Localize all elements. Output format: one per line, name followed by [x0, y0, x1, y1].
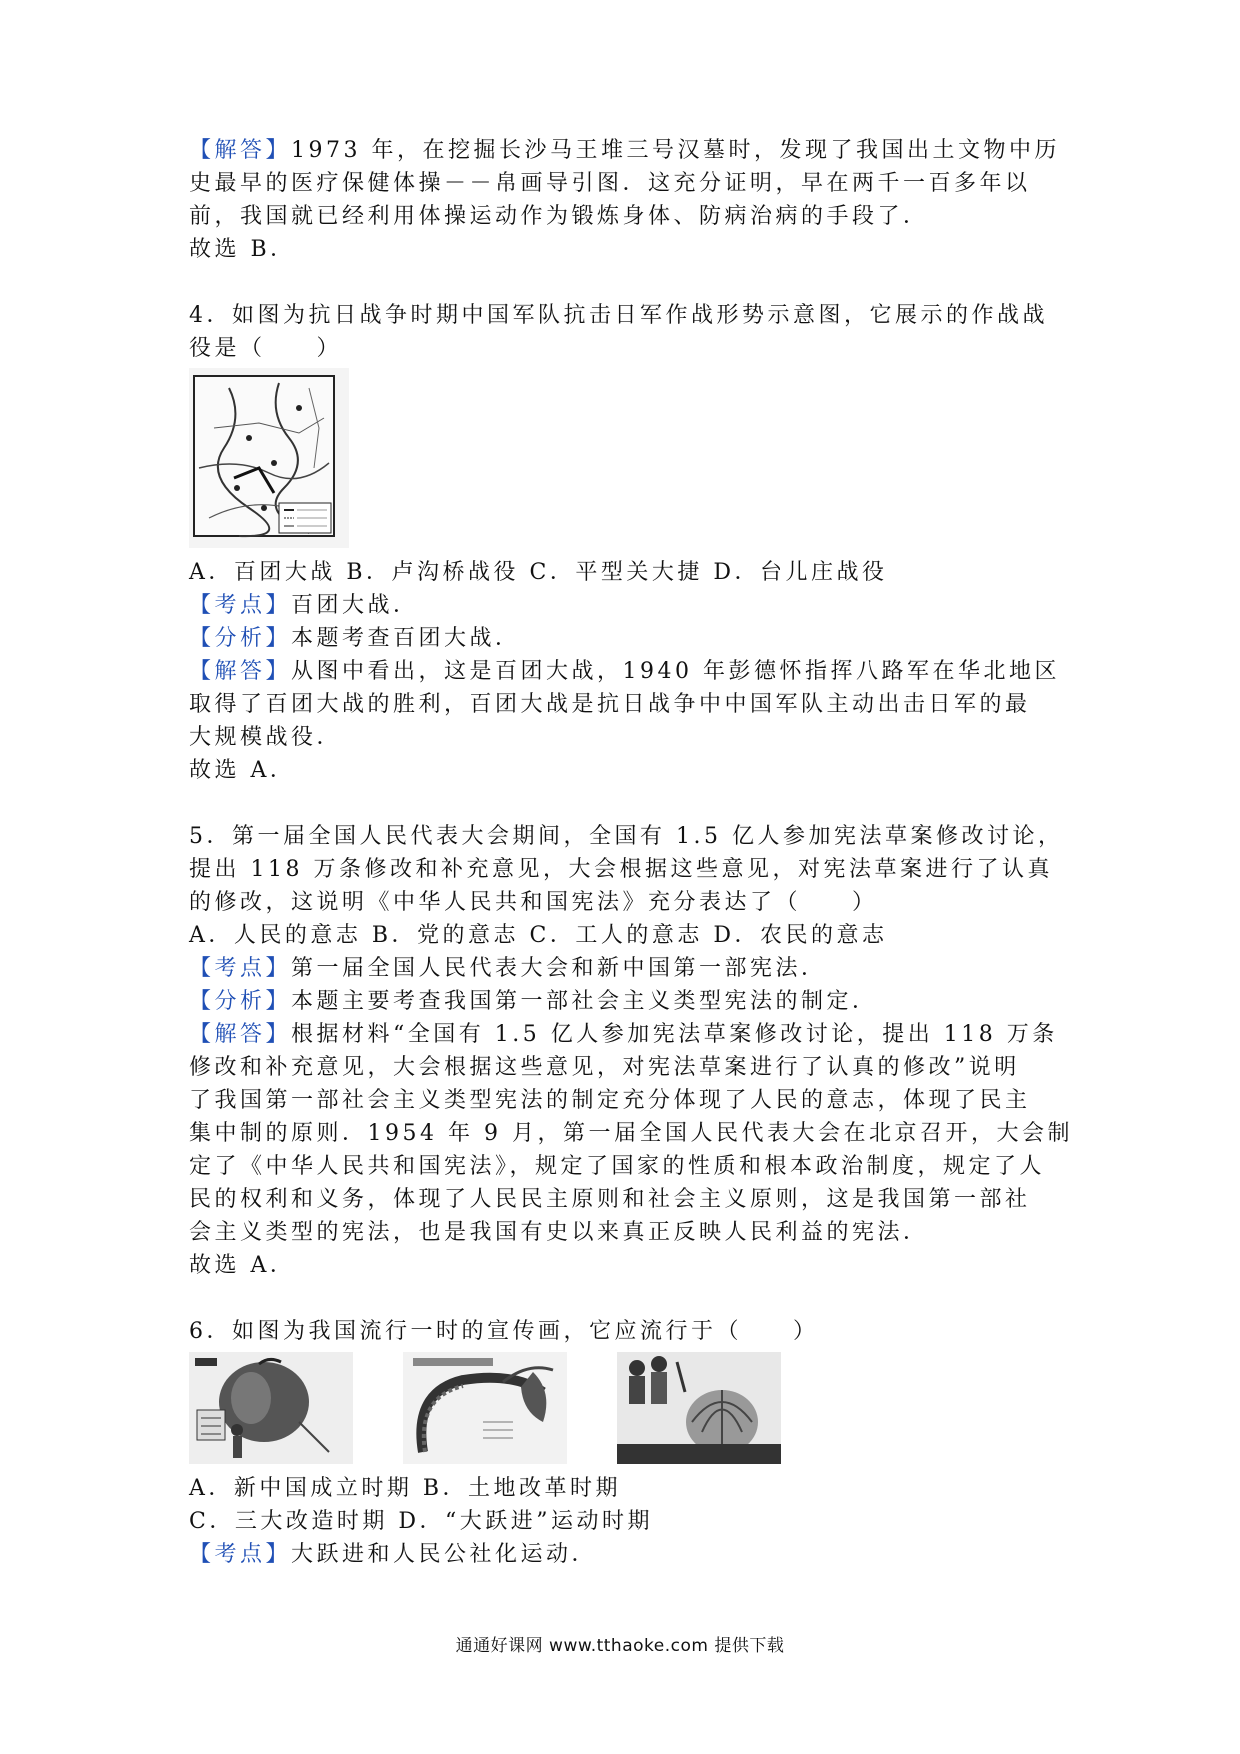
q3-jieda-line-2: 史最早的医疗保健体操－－帛画导引图．这充分证明，早在两千一百多年以: [189, 171, 1031, 196]
jieda-tag: 【解答】: [189, 138, 292, 163]
q5-jieda-line-3: 了我国第一部社会主义类型宪法的制定充分体现了人民的意志，体现了民主: [189, 1088, 1031, 1113]
battle-map-figure: [189, 365, 1059, 556]
fenxi-tag: 【分析】: [189, 626, 292, 651]
propaganda-posters-figure: [189, 1352, 1059, 1464]
q5-jieda-line-7: 会主义类型的宪法，也是我国有史以来真正反映人民利益的宪法．: [189, 1220, 929, 1245]
q5-jieda-line-1: 【解答】根据材料“全国有 1.5 亿人参加宪法草案修改讨论，提出 118 万条: [189, 1022, 1058, 1047]
poster-giant-corn-image: [403, 1352, 567, 1464]
q5-jieda-line-6: 民的权利和义务，体现了人民民主原则和社会主义原则，这是我国第一部社: [189, 1187, 1031, 1212]
q5-jieda-line-2: 修改和补充意见，大会根据这些意见，对宪法草案进行了认真的修改”说明: [189, 1055, 1020, 1080]
q6-options-line-2: C．三大改造时期 D．“大跃进”运动时期: [189, 1509, 653, 1534]
poster-giant-pumpkin-image: [189, 1352, 353, 1464]
kaodian-tag: 【考点】: [189, 593, 292, 618]
q5-kaodian: 【考点】第一届全国人民代表大会和新中国第一部宪法．: [189, 956, 827, 981]
kaodian-tag: 【考点】: [189, 956, 292, 981]
page-footer: 通通好课网 www.tthaoke.com 提供下载: [455, 1636, 785, 1656]
q4-kaodian: 【考点】百团大战．: [189, 593, 419, 618]
q6-kaodian: 【考点】大跃进和人民公社化运动．: [189, 1542, 598, 1567]
poster-giant-melon-image: [617, 1352, 781, 1464]
q4-options: A．百团大战 B．卢沟桥战役 C．平型关大捷 D．台儿庄战役: [189, 560, 888, 585]
q4-jieda-line-3: 大规模战役．: [189, 725, 343, 750]
q4-stem-line-2: 役是（ ）: [189, 336, 343, 361]
q4-stem-line-1: 4．如图为抗日战争时期中国军队抗击日军作战形势示意图，它展示的作战战: [189, 303, 1048, 328]
q3-jieda-line-1: 【解答】1973 年，在挖掘长沙马王堆三号汉墓时，发现了我国出土文物中历: [189, 138, 1060, 163]
q5-jieda-line-4: 集中制的原则．1954 年 9 月，第一届全国人民代表大会在北京召开，大会制: [189, 1121, 1073, 1146]
q3-choose: 故选 B．: [189, 237, 296, 262]
q3-jieda-line-3: 前，我国就已经利用体操运动作为锻炼身体、防病治病的手段了．: [189, 204, 929, 229]
q6-options-line-1: A．新中国成立时期 B．土地改革时期: [189, 1476, 622, 1501]
fenxi-tag: 【分析】: [189, 989, 292, 1014]
q4-jieda-line-2: 取得了百团大战的胜利，百团大战是抗日战争中中国军队主动出击日军的最: [189, 692, 1031, 717]
kaodian-tag: 【考点】: [189, 1542, 292, 1567]
q4-choose: 故选 A．: [189, 758, 296, 783]
battle-map-image: [189, 368, 349, 548]
q5-stem-line-1: 5．第一届全国人民代表大会期间，全国有 1.5 亿人参加宪法草案修改讨论，: [189, 824, 1064, 849]
q5-stem-line-2: 提出 118 万条修改和补充意见，大会根据这些意见，对宪法草案进行了认真: [189, 857, 1053, 882]
q5-stem-line-3: 的修改，这说明《中华人民共和国宪法》充分表达了（ ）: [189, 890, 878, 915]
jieda-tag: 【解答】: [189, 1022, 292, 1047]
q5-fenxi: 【分析】本题主要考查我国第一部社会主义类型宪法的制定．: [189, 989, 878, 1014]
q5-options: A．人民的意志 B．党的意志 C．工人的意志 D．农民的意志: [189, 923, 888, 948]
q5-jieda-line-5: 定了《中华人民共和国宪法》，规定了国家的性质和根本政治制度，规定了人: [189, 1154, 1046, 1179]
q6-stem: 6．如图为我国流行一时的宣传画，它应流行于（ ）: [189, 1319, 819, 1344]
q4-jieda-line-1: 【解答】从图中看出，这是百团大战，1940 年彭德怀指挥八路军在华北地区: [189, 659, 1060, 684]
q4-fenxi: 【分析】本题考查百团大战．: [189, 626, 521, 651]
page-content: [189, 134, 1073, 1571]
jieda-tag: 【解答】: [189, 659, 292, 684]
q5-choose: 故选 A．: [189, 1253, 296, 1278]
